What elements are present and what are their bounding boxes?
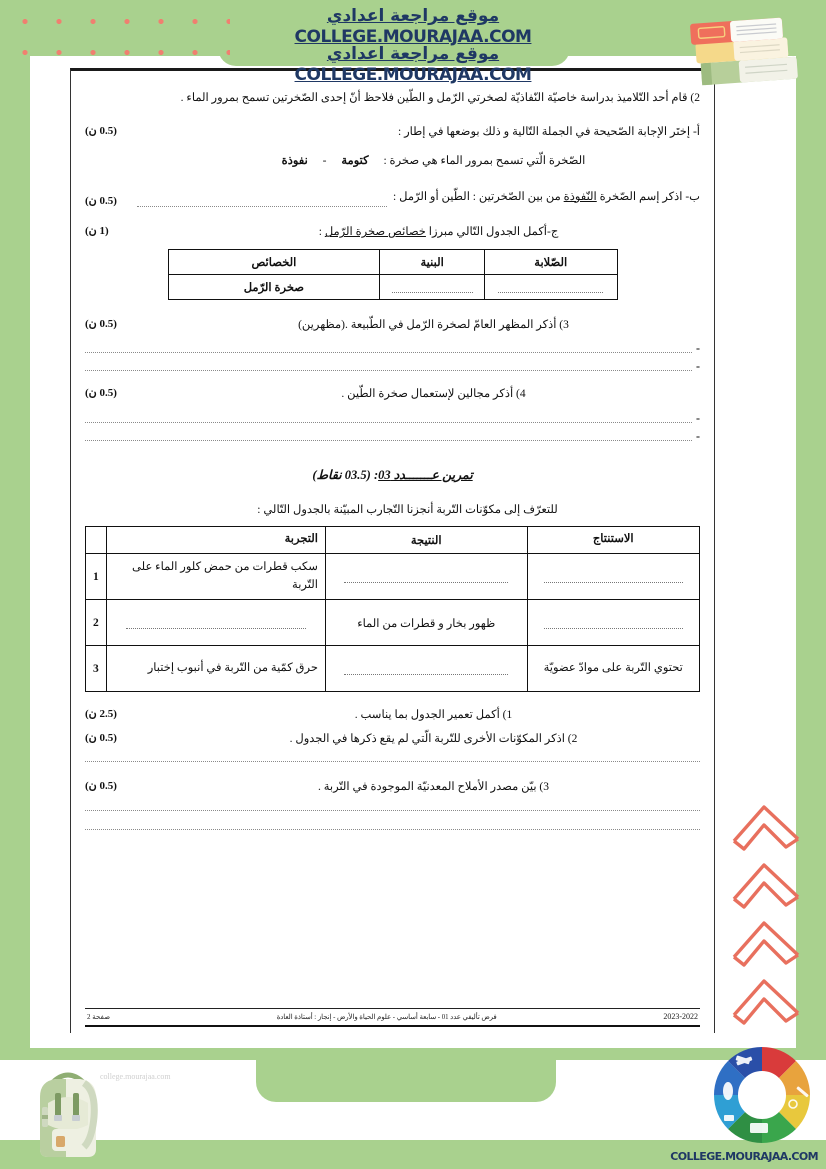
qb-underlined-word: النّفوذة [563,190,597,203]
qb-answer-dotted-line[interactable] [137,197,387,207]
exercise3-q3-answer-line-2[interactable] [85,829,700,830]
document-footer [85,1008,700,1027]
cell-structure-blank[interactable] [380,274,485,299]
bullet-dash: - [696,410,700,425]
dotted-answer-line [85,343,692,353]
exercise2-mcq-line [85,152,700,172]
header-index [86,527,107,554]
cell-result-1[interactable] [325,554,527,600]
exercise3-title-number: 03 [378,467,391,482]
dotted-fill-line [544,620,683,629]
footer-year: 2023-2022 [663,1012,698,1021]
footer-brand-website-url[interactable]: COLLEGE.MOURAJAA.COM [294,65,532,85]
cell-experiment-3: حرق كمّية من التّربة في أنبوب إختبار [106,646,325,692]
cell-experiment-2[interactable] [106,600,325,646]
exercise2-qc-text [137,223,700,243]
mcq-stem: الصّخرة الّتي تسمح بمرور الماء هي صخرة : [383,155,586,168]
footer-center-text: فرض تأليفي عدد 01 - سابعة أساسي - علوم الحياة والأرض - إنجاز : أستاذة العادة [276,1013,497,1021]
footer-notch-shape [256,1060,556,1102]
experiments-header-row [86,527,700,554]
dotted-answer-line [85,361,692,371]
table-row [86,600,700,646]
header-result: النتيجة [325,527,527,554]
q3-answer-line-1[interactable] [85,341,700,356]
mcq-option-katouma[interactable]: كتومة [341,155,369,168]
q3-answer-line-2[interactable] [85,359,700,374]
exercise3-q2-text: 2) اذكر المكوّنات الأخرى للتّربة الّتي لم يقع ذكرها في الجدول . [289,732,578,745]
exercise2-qc-row [85,223,700,243]
header-structure: البنية [380,249,485,274]
exercise2-qa-mark: (0.5 ن) [85,124,117,137]
qc-underlined-phrase: خصائص صخرة الرّمل [324,226,426,239]
exercise3-intro-text: للتعرّف إلى مكوّنات التّربة أنجزنا التّجارب المبيّنة بالجدول التّالي : [257,503,558,516]
exercise2-qa-row [85,123,700,143]
bullet-dash: - [696,359,700,374]
cell-index-1: 1 [86,554,107,600]
header-conclusion: الاستنتاج [527,527,700,554]
chevron-arrows-decoration [720,795,806,1030]
header-characteristics: الخصائص [168,249,380,274]
exercise2-q4-text: 4) أذكر مجالين لإستعمال صخرة الطّين . [341,388,526,401]
exercise3-title-marks: : (03.5 نقاط) [312,467,379,482]
cell-rock-label: صخرة الرّمل [168,274,380,299]
watermark-text: college.mourajaa.com [100,1072,171,1081]
dotted-fill-line [544,574,683,583]
exercise3-intro-row [85,501,700,521]
education-wheel-logo [704,1041,820,1153]
exercise3-q1-row [85,706,700,726]
mcq-separator: - [322,155,327,168]
table-row [168,274,617,299]
exercise3-q2-row [85,730,700,750]
exercise3-q3-text: 3) بيّن مصدر الأملاح المعدنيّة الموجودة في التّربة . [317,781,550,794]
qc-text-after: : [318,226,325,239]
brand-arabic-title[interactable]: موقع مراجعة اعدادي [326,6,500,26]
exam-document-sheet [70,68,715,1033]
exercise2-intro-row [85,89,700,109]
dotted-answer-line [85,413,692,423]
cell-conclusion-3: تحتوي التّربة على موادّ عضويّة [527,646,700,692]
footer-page-label: صفحة 2 [87,1012,111,1021]
exercise2-q3-row [85,316,700,336]
cell-experiment-1: سكب قطرات من حمض كلور الماء على التّربة [106,554,325,600]
exercise3-q2-answer-line[interactable] [85,761,700,762]
exercise2-intro-text: 2) قام أحد التّلاميذ بدراسة خاصيّة النّفاذيّة لصخرتي الرّمل و الطّين فلاحظ أنّ إحدى الصّخرتين تسمح بمرور الماء . [180,92,700,104]
cell-index-3: 3 [86,646,107,692]
bullet-dash: - [696,341,700,356]
wheel-caption-url: COLLEGE.MOURAJAA.COM [670,1150,818,1163]
soil-experiments-table [85,526,700,692]
qb-text-before: ب- اذكر إسم الصّخرة [596,190,700,203]
dotted-fill-line [344,574,508,583]
brand-website-url[interactable]: COLLEGE.MOURAJAA.COM [294,27,532,47]
exercise3-q2-mark: (0.5 ن) [85,731,117,744]
qb-text-after: من بين الصّخرتين : الطّين أو الرّمل : [393,190,564,203]
dotted-fill-line [126,620,306,629]
exercise2-qc-mark: (1 ن) [85,225,109,238]
cell-conclusion-1[interactable] [527,554,700,600]
exercise2-q4-row [85,385,700,405]
bullet-dash: - [696,428,700,443]
cell-result-3[interactable] [325,646,527,692]
exercise3-q3-row [85,778,700,798]
exercise2-qb-text [137,188,700,208]
cell-index-2: 2 [86,600,107,646]
cell-result-2: ظهور بخار و قطرات من الماء [325,600,527,646]
exercise2-mcq-row [85,152,700,172]
properties-header-row [168,249,617,274]
exercise3-q1-text: 1) أكمل تعمير الجدول بما يناسب . [354,709,513,722]
exercise3-title [85,467,700,483]
footer-brand-arabic-title[interactable]: موقع مراجعة اعدادي [326,44,500,64]
backpack-icon [18,1053,118,1165]
header-solidity: الصّلابة [485,249,618,274]
exercise3-q3-mark: (0.5 ن) [85,780,117,793]
dotted-answer-line [85,431,692,441]
cell-solidity-blank[interactable] [485,274,618,299]
rock-properties-table [168,249,618,300]
cell-conclusion-2[interactable] [527,600,700,646]
dotted-fill-line [498,284,603,293]
table-row [86,646,700,692]
header-experiment: التجربة [106,527,325,554]
exercise3-title-prefix: تمرين عـــــــدد [390,467,473,482]
q4-answer-line-2[interactable] [85,428,700,443]
mcq-option-nafoutha[interactable]: نفوذة [281,155,308,168]
exercise3-q3-answer-line-1[interactable] [85,810,700,811]
q4-answer-line-1[interactable] [85,410,700,425]
books-stack-icon [678,2,818,102]
exercise2-q3-mark: (0.5 ن) [85,317,117,330]
exercise3-q1-mark: (2.5 ن) [85,708,117,721]
exercise2-qb-mark: (0.5 ن) [85,195,117,208]
table-row [86,554,700,600]
exercise2-q3-text: 3) أذكر المظهر العامّ لصخرة الرّمل في الطّبيعة .(مظهرين) [298,318,569,331]
exercise2-qa-text: أ- إختَر الإجابة الصّحيحة في الجملة التّالية و ذلك بوضعها في إطار : [398,125,700,138]
dotted-fill-line [344,666,508,675]
qc-text-before: ج-أكمل الجدول التّالي مبرزا [425,226,559,239]
exercise2-qb-row [85,188,700,208]
dotted-fill-line [392,284,473,293]
exercise2-q4-mark: (0.5 ن) [85,387,117,400]
